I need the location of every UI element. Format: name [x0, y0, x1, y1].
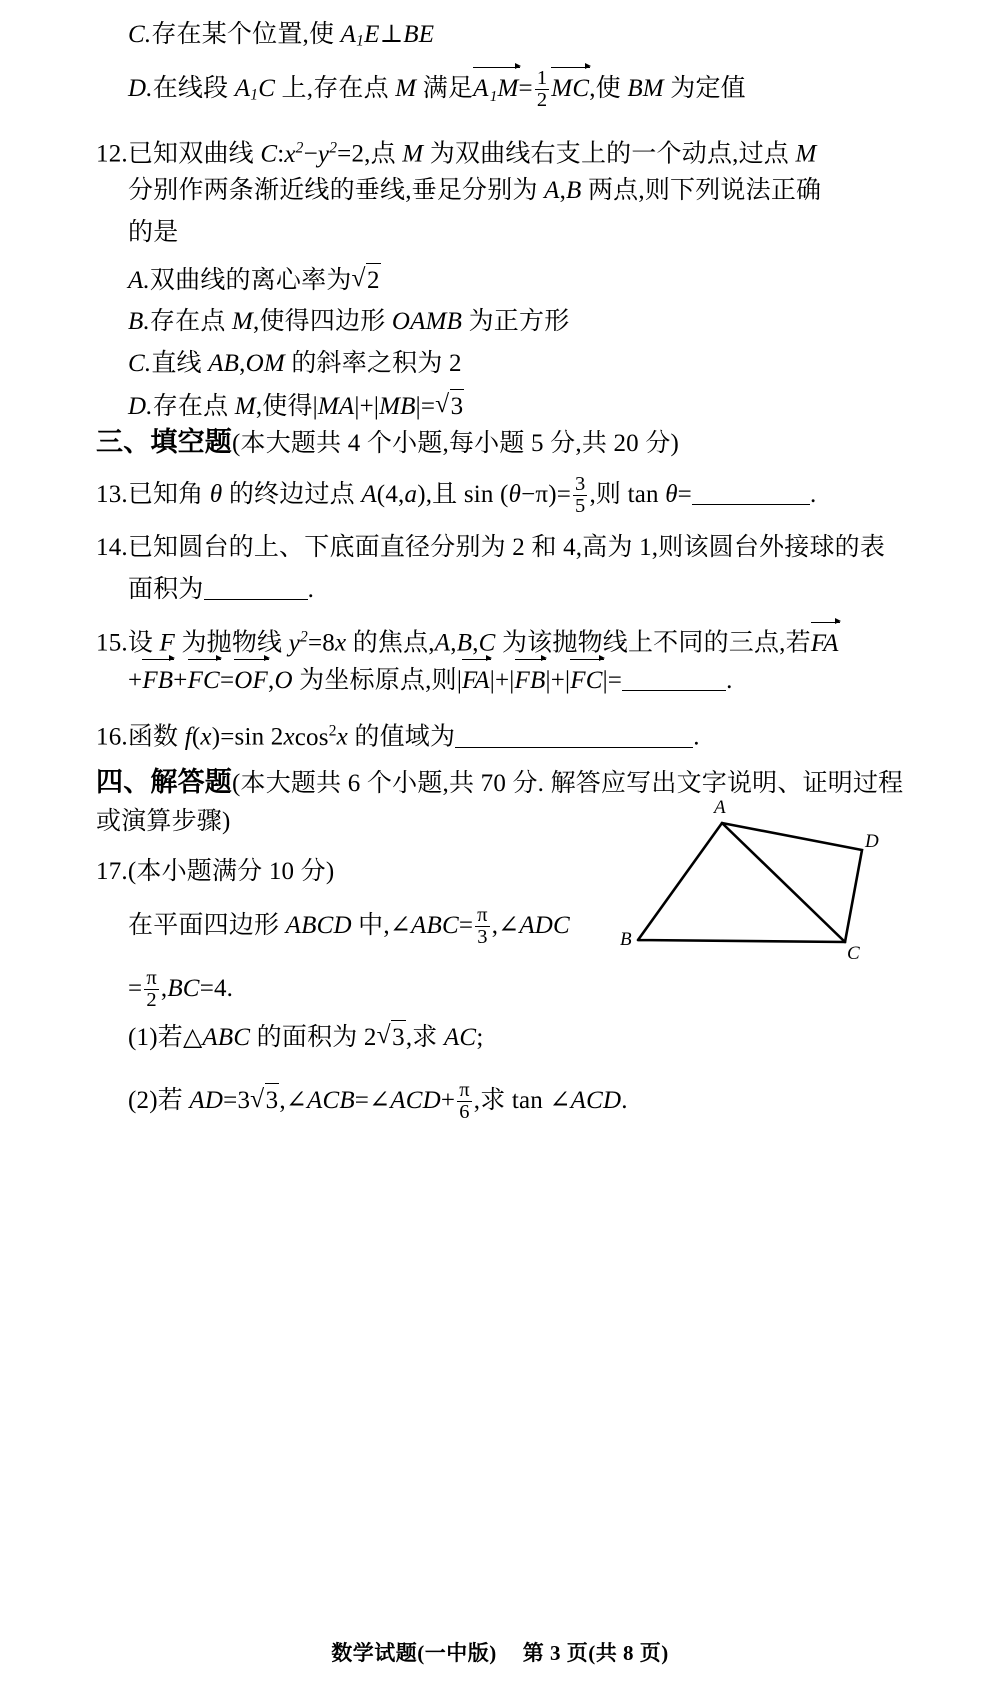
- p17-q1-t3: ,求: [405, 1024, 444, 1051]
- p17-q2-t3: ,: [279, 1087, 286, 1115]
- option-d-text1: 在线段: [152, 75, 235, 103]
- p16-period: .: [693, 723, 700, 751]
- p17-q2-t1: 若: [157, 1087, 190, 1115]
- problem12-x: $x^2$: [284, 139, 304, 168]
- p12-option-d-m: M: [234, 393, 256, 420]
- p17-q1-t4: ;: [476, 1024, 484, 1051]
- p15-bar3: |: [509, 667, 515, 694]
- problem14-line2: [128, 573, 314, 607]
- p17-bc: BC: [167, 975, 200, 1003]
- problem11-option-d: [128, 68, 746, 112]
- problem12-option-b: [128, 305, 569, 339]
- p12-option-c-comma: ,: [239, 350, 246, 377]
- problem16-number: 16.: [96, 723, 128, 751]
- p17-t1: 在平面四边形: [128, 912, 286, 940]
- p12-option-d-t2: ,使得: [255, 393, 313, 420]
- p13-t3: ,且 sin (: [425, 481, 509, 509]
- p17-q2-num: (2): [128, 1087, 158, 1115]
- vector-fc-2: FC: [570, 663, 602, 698]
- p13-pi: π: [535, 481, 549, 509]
- diagonal-ac: [722, 823, 845, 942]
- vector-of: OF: [234, 663, 268, 698]
- problem12-text2: ,点: [364, 140, 403, 168]
- vector-fb-2: FB: [515, 663, 546, 698]
- p12-option-c-label: C.: [128, 350, 152, 377]
- p12-bar1: |: [312, 393, 318, 420]
- p16-t2: 的值域为: [347, 723, 456, 751]
- problem12-curve-C: C: [260, 140, 278, 168]
- p17-q1-num: (1): [128, 1024, 158, 1051]
- p17-q1-abc: ABC: [202, 1024, 251, 1051]
- problem12-M1: M: [402, 140, 424, 168]
- p12-option-a-text: 双曲线的离心率为: [149, 267, 352, 294]
- p17-adc: ADC: [519, 912, 570, 940]
- section4-heading-line2: [96, 805, 231, 839]
- section4-title: 四、解答题: [96, 767, 232, 797]
- diagram-label-c: C: [847, 943, 860, 964]
- p15-bar2: |: [489, 667, 495, 694]
- option-d-text3: 满足: [416, 75, 474, 103]
- option-d-bm: BM: [627, 75, 664, 103]
- vector-mc: MC: [551, 71, 589, 106]
- p17-q2-t2: =3: [223, 1087, 251, 1115]
- problem17-header: [96, 855, 334, 889]
- problem12-line3: [128, 216, 178, 250]
- option-d-text5: 为定值: [663, 75, 746, 103]
- p17-q2-acd: ACD: [390, 1087, 441, 1115]
- problem12-text1: 已知双曲线: [127, 140, 261, 168]
- p15-t1: 设: [127, 629, 160, 657]
- problem15-line1: [96, 620, 839, 661]
- p12-option-c-t1: 直线: [151, 350, 209, 377]
- sqrt-2: √ 2: [352, 263, 381, 298]
- p15-eq2: =: [219, 667, 235, 694]
- fraction-pi-over-3: $\frac{\pi}{3}$: [477, 904, 488, 948]
- p15-plus1: +: [128, 667, 143, 694]
- problem12-A: A: [544, 177, 560, 204]
- p15-t2: 为抛物线: [175, 629, 289, 657]
- p17-q2-plus: +: [440, 1087, 456, 1115]
- problem17-score: (本小题满分 10 分): [127, 858, 335, 885]
- vector-a1m: A₁M: [473, 71, 518, 106]
- option-d-label: D.: [128, 75, 153, 103]
- p17-q2-angle1: ∠: [285, 1087, 307, 1115]
- problem12-minus: −: [303, 140, 318, 168]
- p17-abcd: ABCD: [285, 912, 352, 940]
- problem13-number: 13.: [96, 481, 128, 509]
- p17-eq2: =: [128, 975, 143, 1003]
- problem12-eq: =2: [337, 140, 365, 168]
- p17-q1-t1: 若△: [157, 1024, 203, 1051]
- p15-O: O: [274, 667, 293, 694]
- problem12-line1: [96, 131, 816, 172]
- p12-option-d-t1: 存在点: [152, 393, 235, 420]
- p15-bar4: |: [545, 667, 551, 694]
- p12-option-d-label: D.: [128, 393, 153, 420]
- p13-t5: ,则 tan: [589, 481, 666, 509]
- p17-t3: ,: [491, 912, 499, 940]
- option-c-label: C.: [128, 21, 152, 48]
- p12-option-b-t2: ,使得四边形: [253, 308, 392, 335]
- problem17-number: 17.: [96, 858, 128, 885]
- p15-c2: ,: [472, 629, 479, 657]
- p12-option-c-ab: AB: [208, 350, 240, 377]
- sqrt-3-q1: √ 3: [377, 1020, 406, 1055]
- p13-answer-blank[interactable]: [692, 504, 810, 505]
- fraction-pi-over-6: $\frac{\pi}{6}$: [459, 1079, 470, 1123]
- p17-angle2: ∠: [498, 912, 520, 940]
- problem12-M2: M: [795, 140, 817, 168]
- p15-plus4: +: [550, 667, 565, 694]
- p15-bar5: |: [565, 667, 571, 694]
- p17-q2-acd2: ACD: [570, 1087, 622, 1115]
- option-c-be: BE: [403, 21, 435, 48]
- problem15-line2: [128, 663, 733, 698]
- p12-mb: MB: [379, 393, 416, 420]
- p15-eq3: =: [607, 667, 623, 694]
- option-c-e: E: [364, 21, 380, 48]
- p17-q2-angle2: ∠: [369, 1087, 391, 1115]
- section3-desc: (本大题共 4 个小题,每小题 5 分,共 20 分): [232, 430, 680, 457]
- page-footer: [0, 1637, 1000, 1667]
- p16-eq: =sin 2: [220, 723, 284, 751]
- p12-option-b-t1: 存在点: [149, 308, 232, 335]
- problem12-y: $y^2$: [317, 139, 338, 168]
- section4-desc1: (本大题共 6 个小题,共 70 分. 解答应写出文字说明、证明过程: [232, 770, 904, 797]
- p13-theta2: θ: [508, 481, 522, 509]
- vector-fc-1: FC: [188, 663, 220, 698]
- p15-F: F: [159, 629, 175, 657]
- option-d-a1c: $A_1C$: [234, 75, 276, 104]
- p16-answer-blank[interactable]: [455, 747, 693, 748]
- p15-x: x: [334, 629, 347, 657]
- p12-option-b-quad: OAMB: [391, 308, 463, 335]
- problem15-number: 15.: [96, 629, 128, 657]
- p12-option-c-om: OM: [245, 350, 285, 377]
- p15-answer-blank[interactable]: [622, 690, 726, 691]
- p17-t5: =4.: [199, 975, 234, 1003]
- p13-period: .: [809, 481, 817, 509]
- problem12-text6: 的是: [128, 219, 179, 246]
- p17-angle1: ∠: [389, 912, 411, 940]
- p17-q2-t5: .: [621, 1087, 628, 1115]
- p17-q1-ac: AC: [443, 1024, 477, 1051]
- p16-x2: x: [283, 723, 295, 751]
- p17-t4: ,: [160, 975, 168, 1003]
- diagram-label-b: B: [620, 929, 632, 950]
- p14-t2: 面积为: [128, 576, 204, 603]
- p14-answer-blank[interactable]: [204, 599, 308, 600]
- p12-option-b-t3: 为正方形: [462, 308, 570, 335]
- p17-q2-angle3: ∠: [549, 1087, 571, 1115]
- fraction-pi-over-2: $\frac{\pi}{2}$: [146, 967, 157, 1011]
- diagram-label-a: A: [714, 797, 726, 818]
- p17-q2-eq: =: [354, 1087, 370, 1115]
- problem12-text3: 为双曲线右支上的一个动点,过点: [423, 140, 796, 168]
- problem12-option-c: [128, 347, 462, 381]
- p13-theta1: θ: [209, 481, 223, 509]
- option-c-text: 存在某个位置,使: [151, 21, 341, 48]
- footer-subject: 数学试题(一中版): [331, 1641, 497, 1665]
- problem12-text5: 两点,则下列说法正确: [581, 177, 822, 204]
- p12-option-c-t2: 的斜率之积为 2: [284, 350, 462, 377]
- p16-t1: 函数: [127, 723, 185, 751]
- option-d-text4: ,使: [589, 75, 628, 103]
- problem16: [96, 714, 700, 755]
- p17-eq1: =: [458, 912, 474, 940]
- p12-bar4: |: [415, 393, 421, 420]
- p17-t2: 中,: [351, 912, 390, 940]
- problem12-comma: ,: [559, 177, 567, 204]
- p15-plus3: +: [494, 667, 510, 694]
- p14-period: .: [307, 576, 315, 603]
- p12-bar2: |: [354, 393, 360, 420]
- problem12-colon: :: [277, 140, 285, 168]
- option-c-perp: ⊥: [379, 21, 404, 48]
- p15-C: C: [478, 629, 496, 657]
- p12-plus: +: [359, 393, 374, 420]
- option-d-text2: 上,存在点: [275, 75, 396, 103]
- p17-abc: ABC: [411, 912, 459, 940]
- problem13: [96, 474, 816, 517]
- option-d-eq: =: [518, 75, 533, 103]
- p15-B: B: [456, 629, 473, 657]
- p16-f: f: [184, 723, 192, 751]
- p16-p1: (: [191, 723, 201, 751]
- section3-title: 三、填空题: [96, 427, 232, 457]
- problem12-line2: [128, 174, 821, 208]
- p16-p2: ): [211, 723, 221, 751]
- problem17-q2: [128, 1080, 628, 1123]
- fraction-one-half: $\frac{1}{2}$: [536, 67, 548, 111]
- p12-ma: MA: [317, 393, 355, 420]
- p13-minus: −: [521, 481, 536, 509]
- diagram-label-d: D: [865, 831, 879, 852]
- p16-x3: x: [336, 723, 348, 751]
- vector-fa-2: FA: [462, 663, 490, 698]
- problem17-q1: [128, 1020, 483, 1055]
- p15-plus2: +: [173, 667, 188, 694]
- p13-A: A: [361, 481, 377, 509]
- p12-option-a-label: A.: [128, 267, 150, 294]
- option-d-m: M: [395, 75, 417, 103]
- problem11-option-c: [128, 18, 434, 58]
- sqrt-3-q2: √ 3: [250, 1083, 279, 1118]
- p15-bar6: |: [602, 667, 608, 694]
- quadrilateral-abcd-diagram: [610, 795, 910, 975]
- p16-x1: x: [200, 723, 212, 751]
- p12-eq: =: [420, 393, 436, 420]
- p17-q2-t4: ,求 tan: [473, 1087, 550, 1115]
- p17-q2-acb: ACB: [306, 1087, 355, 1115]
- p15-t6: 为坐标原点,则: [292, 667, 457, 694]
- p17-q2-ad: AD: [189, 1087, 224, 1115]
- p17-q1-t2: 的面积为 2: [250, 1024, 377, 1051]
- p15-t5: ,: [267, 667, 275, 694]
- p12-option-b-m: M: [231, 308, 254, 335]
- p13-coords1: (4,: [376, 481, 405, 509]
- p15-t4: 为该抛物线上不同的三点,若: [495, 629, 811, 657]
- sqrt-3: √ 3: [435, 389, 464, 424]
- p13-theta3: θ: [665, 481, 678, 509]
- p13-t4: )=: [548, 481, 572, 509]
- p15-t3: 的焦点,: [346, 629, 435, 657]
- p15-c1: ,: [450, 629, 457, 657]
- problem12-option-a: [128, 263, 381, 298]
- p13-a: a: [404, 481, 418, 509]
- problem12-text4: 分别作两条渐近线的垂线,垂足分别为: [128, 177, 545, 204]
- p13-t2: 的终边过点: [222, 481, 362, 509]
- option-c-a1: $A_1$: [340, 21, 365, 50]
- p15-eq: =8: [307, 629, 335, 657]
- problem17-line1: [128, 905, 570, 948]
- p14-t1: 已知圆台的上、下底面直径分别为 2 和 4,高为 1,则该圆台外接球的表: [127, 534, 886, 561]
- p12-option-b-label: B.: [128, 308, 150, 335]
- vector-fa-1: FA: [811, 626, 839, 661]
- problem14-line1: [96, 531, 885, 565]
- p12-bar3: |: [373, 393, 380, 420]
- section3-heading: [96, 425, 679, 461]
- diagram-svg: [610, 795, 910, 975]
- p15-bar1: |: [456, 667, 463, 694]
- vector-fb-1: FB: [142, 663, 173, 698]
- p16-cos: $\cos^2$: [294, 722, 337, 751]
- p15-period: .: [726, 667, 733, 694]
- problem14-number: 14.: [96, 534, 128, 561]
- footer-page-number: 第 3 页(共 8 页): [522, 1641, 669, 1665]
- p15-A: A: [434, 629, 451, 657]
- section4-desc2: 或演算步骤): [96, 808, 231, 835]
- p13-coords2: ): [417, 481, 426, 509]
- p13-t6: =: [677, 481, 692, 509]
- p15-y: $y^2$: [288, 628, 308, 657]
- problem12-number: 12.: [96, 140, 128, 168]
- problem12-B: B: [566, 177, 582, 204]
- p13-t1: 已知角: [127, 481, 210, 509]
- problem12-option-d: [128, 389, 464, 424]
- problem17-line2: [128, 968, 233, 1011]
- fraction-three-fifths: $\frac{3}{5}$: [575, 473, 586, 517]
